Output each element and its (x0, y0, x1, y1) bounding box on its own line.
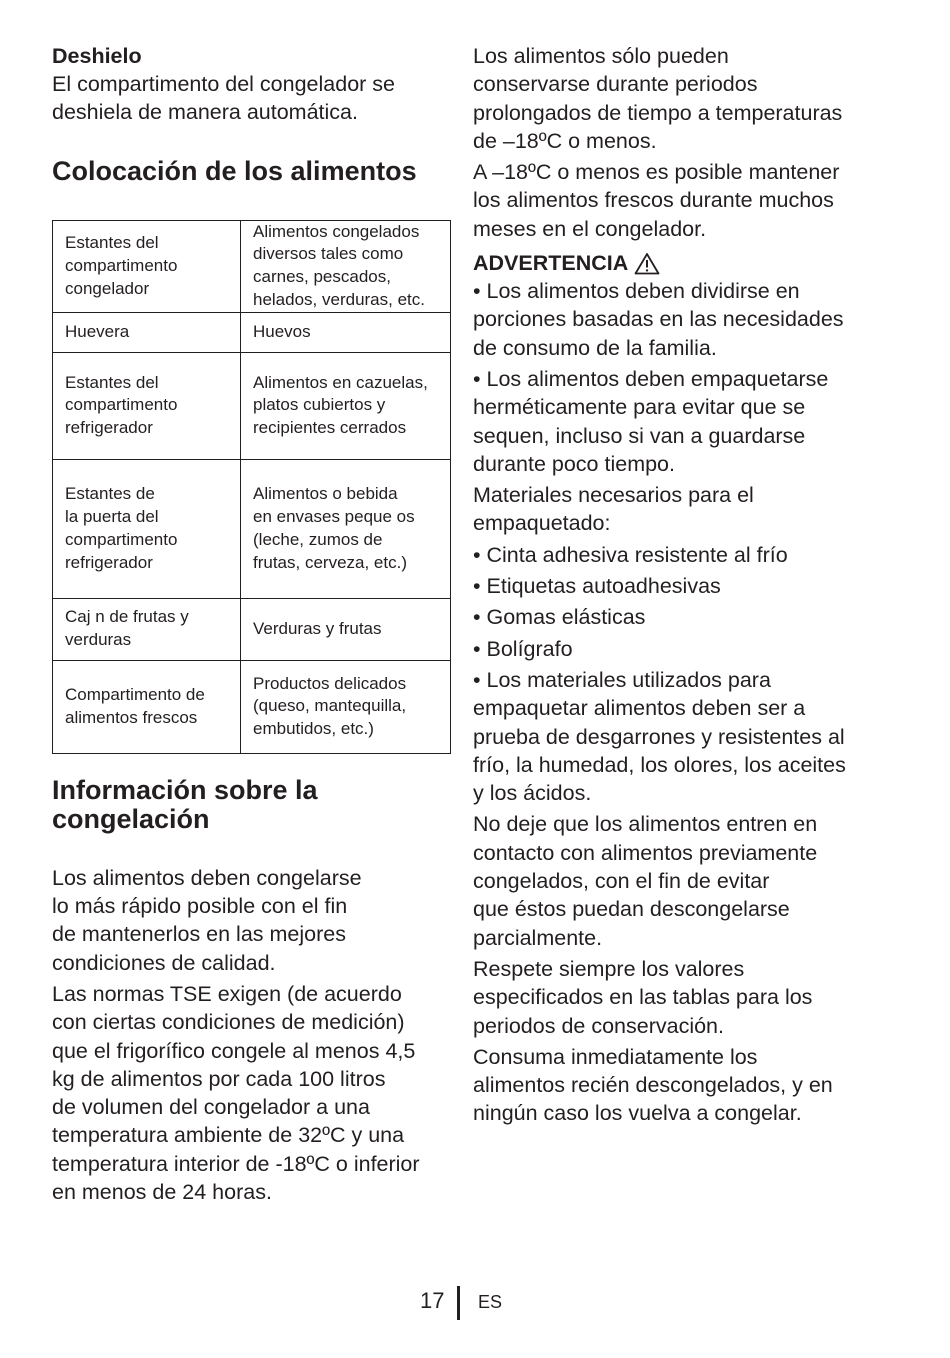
table-cell-food-line: platos cubiertos y (253, 395, 386, 415)
table-row (53, 352, 451, 459)
table-cell-food-line: Alimentos en cazuelas, (253, 372, 428, 392)
table-row (53, 598, 451, 660)
right-column (473, 42, 873, 1131)
table-cell-food-line: diversos tales como (253, 244, 404, 264)
table-row (53, 220, 451, 312)
warning-triangle-icon (634, 252, 660, 275)
warning-bullet-1-line: de consumo de la familia. (473, 335, 717, 360)
table-row (53, 459, 451, 598)
table-cell-location-line: verduras (65, 630, 132, 650)
language-code: ES (478, 1292, 503, 1312)
right-para-3-line: parcialmente. (473, 925, 603, 950)
table-cell-food-line: (leche, zumos de (253, 529, 383, 549)
defrost-text-line: El compartimento del congelador se (52, 72, 395, 96)
freezing-para-2-line: Las normas TSE exigen (de acuerdo (52, 981, 402, 1006)
materials-item: • Etiquetas autoadhesivas (473, 574, 721, 599)
right-para-5-line: alimentos recién descongelados, y en (473, 1073, 833, 1098)
freezing-para-2-line: de volumen del congelador a una (52, 1095, 370, 1120)
table-cell-location (53, 660, 241, 753)
warning-bullet-2-line: • Los alimentos deben empaquetarse (473, 366, 829, 391)
freezing-para-2-line: kg de alimentos por cada 100 litros (52, 1066, 386, 1091)
defrost-text (52, 70, 452, 127)
warning-bullet-2-line: durante poco tiempo. (473, 451, 675, 476)
warning-bullet-1-line: porciones basadas en las necesidades (473, 307, 844, 332)
table-cell-food (241, 660, 451, 753)
warning-bullet-2 (473, 365, 873, 478)
table-cell-food (241, 220, 451, 312)
freezing-para-2-line: temperatura ambiente de 32ºC y una (52, 1123, 405, 1148)
right-para-3 (473, 810, 873, 951)
right-para-3-line: contacto con alimentos previamente (473, 840, 818, 865)
footer-divider (457, 1286, 460, 1320)
table-cell-location-line: compartimento (65, 395, 178, 415)
right-para-4-line: periodos de conservación. (473, 1013, 724, 1038)
warning-title: ADVERTENCIA (473, 251, 629, 276)
table-cell-location-line: la puerta del (65, 506, 159, 526)
warning-bullet-3-line: • Los materiales utilizados para (473, 667, 771, 692)
right-para-2-line: meses en el congelador. (473, 216, 707, 241)
right-para-4 (473, 955, 873, 1040)
right-para-1 (473, 42, 873, 155)
freezing-title (52, 776, 452, 834)
table-cell-location-line: refrigerador (65, 552, 153, 572)
freezing-para-1-line: lo más rápido posible con el fin (52, 894, 348, 919)
defrost-title: Deshielo (52, 44, 142, 68)
table-cell-food-line: embutidos, etc.) (253, 719, 374, 739)
materials-item: • Bolígrafo (473, 636, 573, 661)
freezing-para-2-line: temperatura interior de -18ºC o inferior (52, 1151, 420, 1176)
table-cell-location-line: Compartimento de (65, 684, 205, 704)
right-para-1-line: conservarse durante periodos (473, 72, 758, 97)
table-cell-food-line: Alimentos congelados (253, 221, 420, 241)
table-cell-food-line: Alimentos o bebida (253, 484, 398, 504)
left-column (52, 42, 452, 1209)
table-cell-food (241, 598, 451, 660)
table-cell-location-line: alimentos frescos (65, 707, 198, 727)
table-cell-location-line: Caj n de frutas y (65, 607, 189, 627)
warning-bullet-1-line: • Los alimentos deben dividirse en (473, 279, 800, 304)
table-cell-location-line: Estantes de (65, 484, 155, 504)
freezing-para-1-line: Los alimentos deben congelarse (52, 865, 362, 890)
warning-heading (473, 249, 873, 277)
freezing-para-1 (52, 864, 452, 977)
table-cell-food (241, 459, 451, 598)
table-cell-food-line: en envases peque os (253, 506, 415, 526)
right-para-2-line: A –18ºC o menos es posible mantener (473, 160, 840, 185)
freezing-para-1-line: condiciones de calidad. (52, 950, 276, 975)
right-para-1-line: de –18ºC o menos. (473, 128, 657, 153)
freezing-para-2-line: en menos de 24 horas. (52, 1180, 272, 1205)
freezing-title-line: congelación (52, 803, 210, 834)
warning-bullet-3-line: frío, la humedad, los olores, los aceites (473, 752, 846, 777)
table-cell-location-line: Huevera (65, 321, 130, 341)
freezing-para-2-line: que el frigorífico congele al menos 4,5 (52, 1038, 416, 1063)
right-para-3-line: No deje que los alimentos entren en (473, 812, 818, 837)
table-cell-location-line: Estantes del (65, 372, 159, 392)
right-para-1-line: Los alimentos sólo pueden (473, 44, 729, 68)
warning-bullet-1 (473, 277, 873, 362)
table-cell-location-line: refrigerador (65, 418, 153, 438)
right-para-1-line: prolongados de tiempo a temperaturas (473, 100, 843, 125)
table-row (53, 660, 451, 753)
table-cell-food-line: Huevos (253, 321, 311, 341)
materials-intro-line: Materiales necesarios para el (473, 483, 754, 508)
table-cell-location-line: Estantes del (65, 232, 159, 252)
placement-title: Colocación de los alimentos (52, 155, 417, 186)
freezing-para-2-line: con ciertas condiciones de medición) (52, 1010, 405, 1035)
warning-bullet-2-line: herméticamente para evitar que se (473, 395, 806, 420)
warning-bullet-3-line: empaquetar alimentos deben ser a (473, 696, 806, 721)
table-cell-location (53, 598, 241, 660)
table-cell-food-line: helados, verduras, etc. (253, 289, 425, 309)
table-row (53, 312, 451, 352)
table-cell-food-line: (queso, mantequilla, (253, 696, 407, 716)
page-number: 17 (420, 1288, 445, 1313)
materials-list (473, 541, 873, 663)
table-cell-food (241, 312, 451, 352)
right-para-2-line: los alimentos frescos durante muchos (473, 188, 834, 213)
freezing-title-line: Información sobre la (52, 774, 318, 805)
table-cell-food-line: recipientes cerrados (253, 418, 407, 438)
table-cell-location (53, 220, 241, 312)
table-cell-food-line: Verduras y frutas (253, 618, 382, 638)
table-cell-location (53, 459, 241, 598)
defrost-text-line: deshiela de manera automática. (52, 100, 358, 125)
materials-intro-line: empaquetado: (473, 511, 611, 536)
warning-bullet-2-line: sequen, incluso si van a guardarse (473, 423, 806, 448)
table-cell-location-line: compartimento (65, 529, 178, 549)
right-para-3-line: congelados, con el fin de evitar (473, 869, 770, 894)
table-cell-food-line: frutas, cerveza, etc.) (253, 552, 407, 572)
table-cell-location (53, 352, 241, 459)
warning-bullet-3 (473, 666, 873, 807)
materials-intro (473, 481, 873, 538)
materials-item: • Cinta adhesiva resistente al frío (473, 542, 788, 567)
table-cell-location (53, 312, 241, 352)
food-placement-table (52, 220, 451, 754)
warning-bullet-3-line: prueba de desgarrones y resistentes al (473, 724, 845, 749)
right-para-2 (473, 158, 873, 243)
warning-bullet-3-line: y los ácidos. (473, 781, 592, 806)
table-cell-food-line: Productos delicados (253, 673, 407, 693)
right-para-5-line: Consuma inmediatamente los (473, 1044, 758, 1069)
right-para-4-line: especificados en las tablas para los (473, 985, 813, 1010)
table-cell-food (241, 352, 451, 459)
right-para-5 (473, 1043, 873, 1128)
right-para-5-line: ningún caso los vuelva a congelar. (473, 1101, 802, 1126)
right-para-3-line: que éstos puedan descongelarse (473, 897, 790, 922)
right-para-4-line: Respete siempre los valores (473, 956, 745, 981)
freezing-para-1-line: de mantenerlos en las mejores (52, 922, 346, 947)
table-cell-location-line: congelador (65, 278, 150, 298)
freezing-para-2 (52, 980, 452, 1206)
table-cell-food-line: carnes, pescados, (253, 267, 391, 287)
page-footer (0, 1286, 950, 1320)
table-cell-location-line: compartimento (65, 255, 178, 275)
materials-item: • Gomas elásticas (473, 605, 646, 630)
